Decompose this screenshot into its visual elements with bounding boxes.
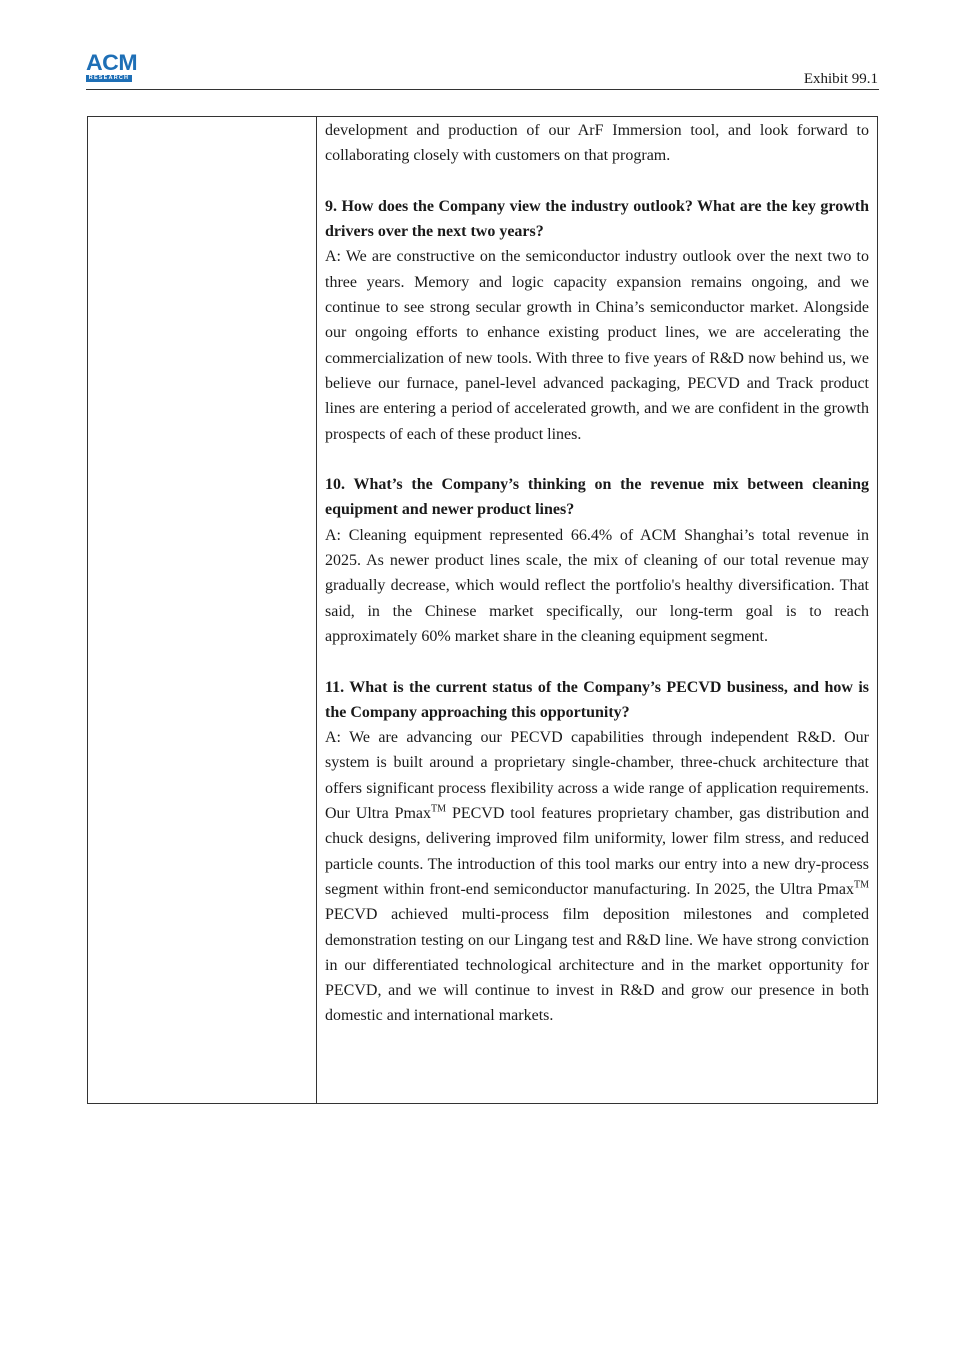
qa-table [87, 116, 878, 1104]
table-left-column [88, 117, 317, 1103]
question-11: 11. What is the current status of the Company’s PECVD business, and how is the Company approaching this opportunity? [325, 678, 869, 721]
answer-11-part-1: A: We are advancing our PECVD capabilities through independent R&D. Our system is built around a proprietary single-chamber, three-chuck architecture that offers significant process flexibility across a wide range of application requirements. Our Ultra Pmax [325, 729, 869, 823]
continuation-paragraph: development and production of our ArF Immersion tool, and look forward to collaborating closely with customers on that program. [325, 122, 869, 165]
acm-research-logo [86, 50, 138, 83]
exhibit-label: Exhibit 99.1 [803, 71, 878, 87]
table-right-column [317, 117, 877, 1103]
logo-subtext: RESEARCH [86, 75, 132, 82]
logo-wordmark: ACM [86, 50, 138, 75]
answer-9: A: We are constructive on the semiconductor industry outlook over the next two to three years. Memory and logic capacity expansion remains ongoing, and we continue to see strong secular growth in China’s semiconductor market. Alongside our ongoing efforts to enhance existing product lines, we are accelerating the commercialization of new tools. With three to five years of R&D now behind us, we believe our furnace, panel-level advanced packaging, PECVD and Track product lines are entering a period of accelerated growth, and we are confident in the growth prospects of each of these product lines. [325, 248, 869, 443]
header-divider [86, 89, 879, 90]
trademark-mark: TM [854, 879, 869, 891]
answer-11-part-3: PECVD achieved multi-process film deposition milestones and completed demonstration testing on our Lingang test and R&D line. We have strong conviction in our differentiated technological architecture and in the market opportunity for PECVD, and we will continue to invest in R&D and grow our presence in both domestic and international markets. [325, 906, 869, 1025]
question-9: 9. How does the Company view the industry outlook? What are the key growth drivers over the next two years? [325, 197, 869, 241]
answer-11 [325, 725, 869, 1029]
answer-11-part-2: PECVD tool features proprietary chamber, gas distribution and chuck designs, delivering improved film uniformity, lower film stress, and reduced particle counts. The introduction of this tool marks our entry into a new dry-process segment within front-end semiconductor manufacturing. In 2025, the Ultra Pmax [325, 805, 870, 898]
trademark-mark: TM [431, 803, 447, 815]
answer-10: A: Cleaning equipment represented 66.4% of ACM Shanghai’s total revenue in 2025. As newer product lines scale, the mix of cleaning of our total revenue may gradually decrease, which would reflect the portfolio's healthy diversification. That said, in the Chinese market specifically, our long-term goal is to reach approximately 60% market share in the cleaning equipment segment. [325, 526, 869, 645]
question-10: 10. What’s the Company’s thinking on the revenue mix between cleaning equipment and newer product lines? [325, 476, 869, 519]
